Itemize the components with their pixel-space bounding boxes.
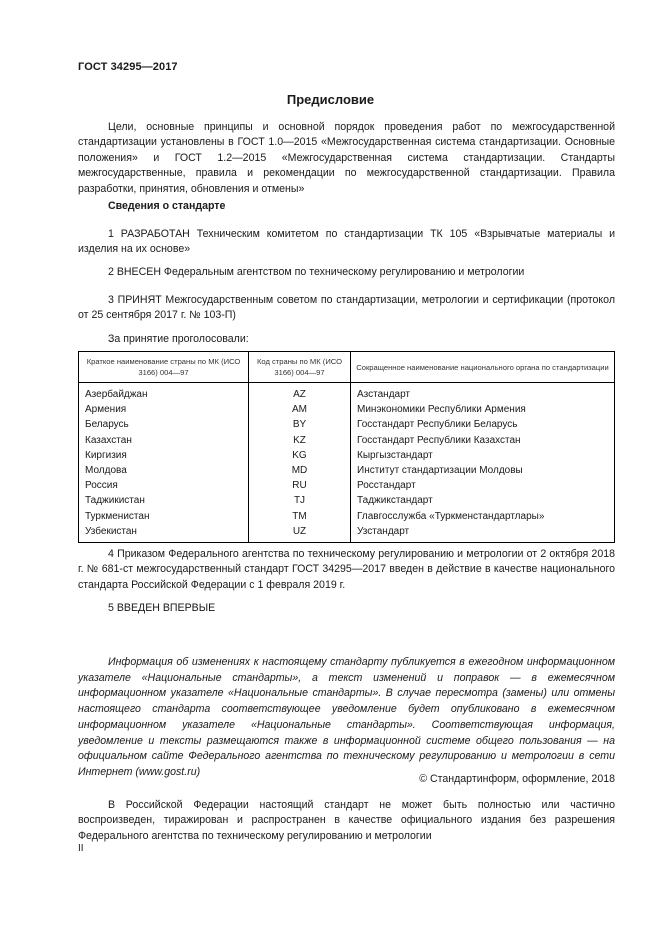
country-code-cell: BY [249, 417, 351, 432]
item-4-paragraph [78, 547, 615, 593]
country-name-cell: Россия [79, 478, 249, 493]
copyright-line: © Стандартинформ, оформление, 2018 [419, 773, 615, 785]
table-row [79, 463, 615, 478]
table-body [79, 383, 615, 543]
standards-body-cell: Росстандарт [351, 478, 615, 493]
table-row [79, 433, 615, 448]
column-header-code: Код страны по МК (ИСО 3166) 004—97 [249, 352, 351, 383]
item-2-text: 2 ВНЕСЕН Федеральным агентством по техническому регулированию и метрологии [108, 266, 525, 278]
standards-body-cell: Госстандарт Республики Беларусь [351, 417, 615, 432]
item-4-text: 4 Приказом Федерального агентства по техническому регулированию и метрологии от 2 октября 2018 г. № 681-ст межгосударственный стандарт ГОСТ 34295—2017 введен в действие в качестве национального стандарта Российской Федерации с 1 февраля 2019 г. [78, 548, 615, 591]
changes-notice [78, 655, 615, 781]
table-header-row [79, 352, 615, 383]
item-3-text: 3 ПРИНЯТ Межгосударственным советом по стандартизации, метрологии и сертификации (протокол от 25 сентября 2017 г. № 103-П) [78, 294, 615, 322]
section-title: Предисловие [286, 92, 375, 107]
country-code-cell: KZ [249, 433, 351, 448]
country-code-cell: RU [249, 478, 351, 493]
rights-text: В Российской Федерации настоящий стандарт не может быть полностью или частично воспроизведен, тиражирован и распространен в качестве официального издания без разрешения Федерального агентства по техническому регулированию и метрологии [78, 799, 615, 842]
standard-designation: ГОСТ 34295—2017 [78, 61, 178, 73]
table-row [79, 448, 615, 463]
item-5-text: 5 ВВЕДЕН ВПЕРВЫЕ [108, 602, 216, 614]
country-code-cell: AM [249, 402, 351, 417]
rights-paragraph [78, 798, 615, 844]
item-1-paragraph [78, 227, 615, 258]
country-name-cell: Молдова [79, 463, 249, 478]
voting-table [78, 351, 615, 543]
country-code-cell: TJ [249, 493, 351, 508]
country-code-cell: TM [249, 509, 351, 524]
standards-body-cell: Минэкономики Республики Армения [351, 402, 615, 417]
table-row [79, 493, 615, 508]
column-header-country: Краткое наименование страны по МК (ИСО 3166) 004—97 [79, 352, 249, 383]
country-name-cell: Туркменистан [79, 509, 249, 524]
table-row [79, 417, 615, 432]
country-code-cell: AZ [249, 383, 351, 403]
table-row [79, 383, 615, 403]
standard-info-heading: Сведения о стандарте [108, 200, 226, 212]
changes-notice-text: Информация об изменениях к настоящему стандарту публикуется в ежегодном информационном указателе «Национальные стандарты», а текст изменений и поправок — в ежемесячном информационном указателе «Национальные стандарты». В случае пересмотра (замены) или отмены настоящего стандарта соответствующее уведомление будет опубликовано в ежемесячном информационном указателе «Национальные стандарты». Соответствующая информация, уведомление и тексты размещаются также в информационной системе общего пользования — на официальном сайте Федерального агентства по техническому регулированию и метрологии в сети Интернет (www.gost.ru) [78, 656, 615, 778]
standards-body-cell: Главгосслужба «Туркменстандартлары» [351, 509, 615, 524]
country-name-cell: Азербайджан [79, 383, 249, 403]
country-name-cell: Узбекистан [79, 524, 249, 543]
country-name-cell: Казахстан [79, 433, 249, 448]
country-name-cell: Киргизия [79, 448, 249, 463]
intro-text: Цели, основные принципы и основной порядок проведения работ по межгосударственной стандартизации установлены в ГОСТ 1.0—2015 «Межгосударственная система стандартизации. Основные положения» и ГОСТ 1.2—2015 «Межгосударственная система стандартизации. Стандарты межгосударственные, правила и рекомендации по межгосударственной стандартизации. Правила разработки, принятия, обновления и отмены» [78, 121, 615, 195]
page-number: II [78, 843, 84, 854]
vote-label: За принятие проголосовали: [108, 333, 249, 345]
item-3-paragraph [78, 293, 615, 324]
table-row [79, 509, 615, 524]
item-1-text: 1 РАЗРАБОТАН Техническим комитетом по стандартизации ТК 105 «Взрывчатые материалы и изделия на их основе» [78, 228, 615, 256]
standards-body-cell: Госстандарт Республики Казахстан [351, 433, 615, 448]
country-code-cell: UZ [249, 524, 351, 543]
table-row [79, 402, 615, 417]
country-name-cell: Армения [79, 402, 249, 417]
country-name-cell: Таджикистан [79, 493, 249, 508]
country-code-cell: KG [249, 448, 351, 463]
standards-body-cell: Узстандарт [351, 524, 615, 543]
intro-paragraph [78, 120, 615, 197]
table-row [79, 478, 615, 493]
standards-body-cell: Институт стандартизации Молдовы [351, 463, 615, 478]
column-header-body: Сокращенное наименование национального органа по стандартизации [351, 352, 615, 383]
country-name-cell: Беларусь [79, 417, 249, 432]
standards-body-cell: Кыргызстандарт [351, 448, 615, 463]
table-row [79, 524, 615, 543]
standards-body-cell: Таджикстандарт [351, 493, 615, 508]
country-code-cell: MD [249, 463, 351, 478]
standards-body-cell: Азстандарт [351, 383, 615, 403]
